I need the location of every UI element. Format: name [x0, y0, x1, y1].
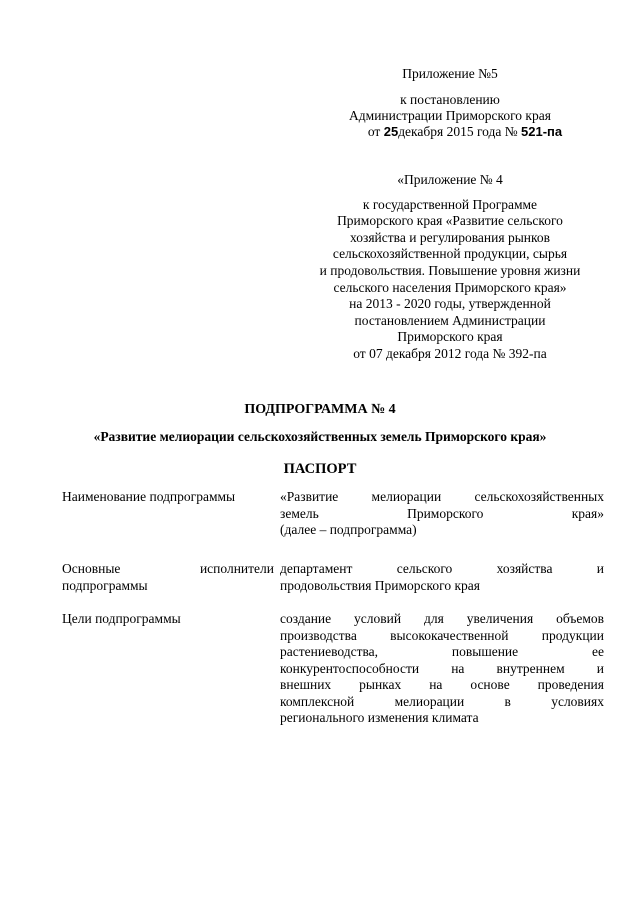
value-line: (далее – подпрограмма) [280, 522, 417, 537]
value-line: регионального изменения климата [280, 710, 479, 725]
label-line: Наименование подпрограммы [62, 489, 236, 504]
number-handwritten: 521-па [521, 124, 563, 139]
quote-line: к государственной Программе [362, 196, 538, 212]
quote-line: и продовольствия. Повышение уровня жизни [319, 262, 581, 278]
passport-row-label [62, 611, 274, 628]
value-line: конкурентоспособности на внутреннем и [280, 660, 604, 676]
date-handwritten: 25 [383, 124, 399, 139]
value-line: производства высококачественной продукции [280, 627, 604, 643]
quote-line: постановлением Администрации [354, 312, 546, 328]
date-prefix: от [367, 124, 381, 139]
passport-row-value [280, 561, 604, 594]
quote-line: сельского населения Приморского края» [333, 279, 567, 295]
value-line: растениеводства, повышение ее [280, 644, 604, 659]
quote-line: Приморского края [397, 329, 503, 345]
passport-row-label [62, 561, 274, 594]
appendix-reference [300, 92, 600, 140]
quote-line: хозяйства и регулирования рынков [350, 229, 550, 245]
subprogram-title: ПОДПРОГРАММА № 4 [244, 402, 396, 417]
appendix-header [300, 66, 600, 82]
quote-line: сельскохозяйственной продукции, сырья [332, 246, 568, 262]
quote-line: «Приложение № 4 [397, 172, 503, 187]
appendix-title: Приложение №5 [402, 66, 498, 81]
label-line: подпрограммы [62, 577, 148, 593]
appendix-line-1: к постановлению [400, 92, 500, 107]
value-line: департамент сельского хозяйства и [280, 561, 604, 576]
appendix-quote-block [290, 172, 610, 363]
subprogram-name: «Развитие мелиорации сельскохозяйственных земель Приморского края» [93, 429, 547, 444]
value-line: создание условий для увеличения объемов [280, 611, 604, 626]
value-line: земель Приморского края» [280, 505, 604, 521]
value-line: внешних рынках на основе проведения [280, 677, 604, 692]
value-line: комплексной мелиорации в условиях [280, 693, 604, 709]
passport-row-value [280, 611, 604, 727]
quote-line: на 2013 - 2020 годы, утвержденной [349, 296, 551, 312]
label-line: Цели подпрограммы [62, 611, 181, 626]
passport-row-label [62, 489, 274, 506]
date-text: декабря 2015 года № [398, 124, 518, 139]
label-line: Основные исполнители [62, 561, 274, 576]
passport-row-value [280, 489, 604, 539]
value-line: продовольствия Приморского края [280, 577, 480, 593]
value-line: «Развитие мелиорации сельскохозяйственных [280, 489, 604, 504]
quote-line: Приморского края «Развитие сельского [337, 213, 563, 229]
appendix-date-line [300, 124, 600, 140]
appendix-line-2: Администрации Приморского края [349, 108, 551, 123]
passport-title: ПАСПОРТ [283, 461, 357, 477]
quote-line: от 07 декабря 2012 года № 392-па [353, 345, 547, 361]
